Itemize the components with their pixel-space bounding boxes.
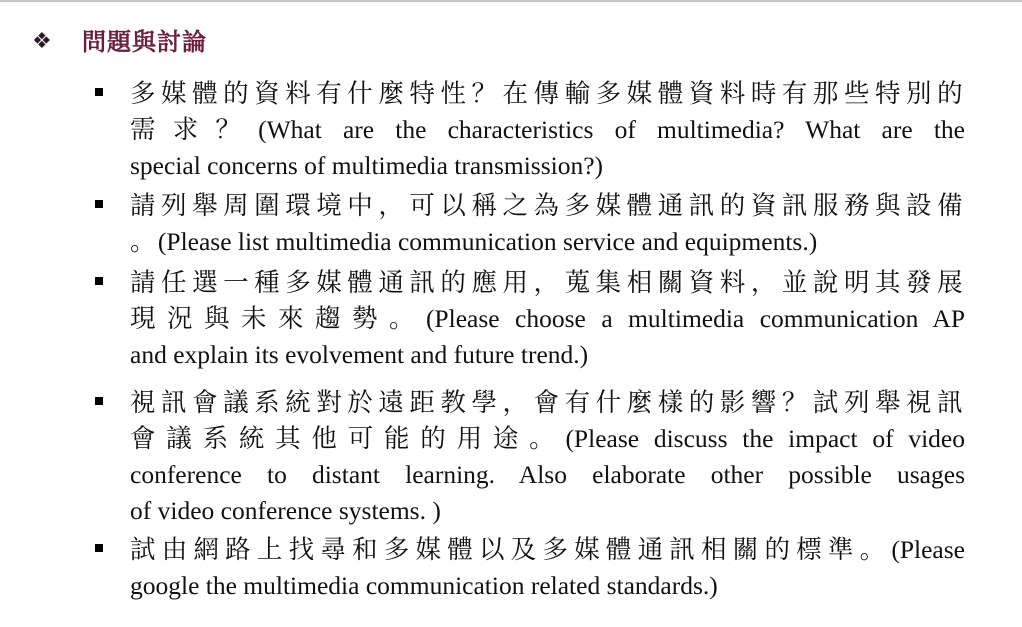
question-text-4 [130, 385, 965, 529]
text-line: 多媒體的資料有什麼特性？在傳輸多媒體資料時有那些特別的 [130, 79, 965, 109]
square-bullet-icon [95, 88, 103, 96]
text-line: 需求？(What are the characteristics of multimedia? What are the [130, 115, 965, 145]
square-bullet-icon [95, 397, 103, 405]
page-title: 問題與討論 [82, 27, 207, 56]
text-line: of video conference systems. ) [130, 496, 441, 525]
question-text-3 [130, 265, 965, 373]
text-line: 會議系統其他可能的用途。(Please discuss the impact of video [130, 424, 965, 454]
text-line: google the multimedia communication related standards.) [130, 571, 718, 600]
text-line: 。(Please list multimedia communication service and equipments.) [130, 227, 818, 257]
text-line: 試由網路上找尋和多媒體以及多媒體通訊相關的標準。(Please [130, 535, 965, 565]
text-line: 請任選一種多媒體通訊的應用，蒐集相關資料，並說明其發展 [130, 268, 965, 298]
question-text-1 [130, 76, 965, 184]
text-line: 視訊會議系統對於遠距教學，會有什麼樣的影響？試列舉視訊 [130, 388, 965, 418]
top-divider [0, 0, 1022, 2]
text-line: 現況與未來趨勢。(Please choose a multimedia communication AP [130, 304, 965, 334]
diamond-bullet-icon: ❖ [32, 29, 52, 54]
text-line: conference to distant learning. Also elaborate other possible usages [130, 460, 965, 489]
question-text-2 [130, 188, 965, 260]
square-bullet-icon [95, 544, 103, 552]
text-line: 請列舉周圍環境中，可以稱之為多媒體通訊的資訊服務與設備 [130, 191, 965, 221]
square-bullet-icon [95, 277, 103, 285]
square-bullet-icon [95, 200, 103, 208]
text-line: special concerns of multimedia transmission?) [130, 151, 604, 180]
question-text-5 [130, 532, 965, 604]
section-heading [32, 27, 207, 56]
text-line: and explain its evolvement and future trend.) [130, 340, 589, 369]
